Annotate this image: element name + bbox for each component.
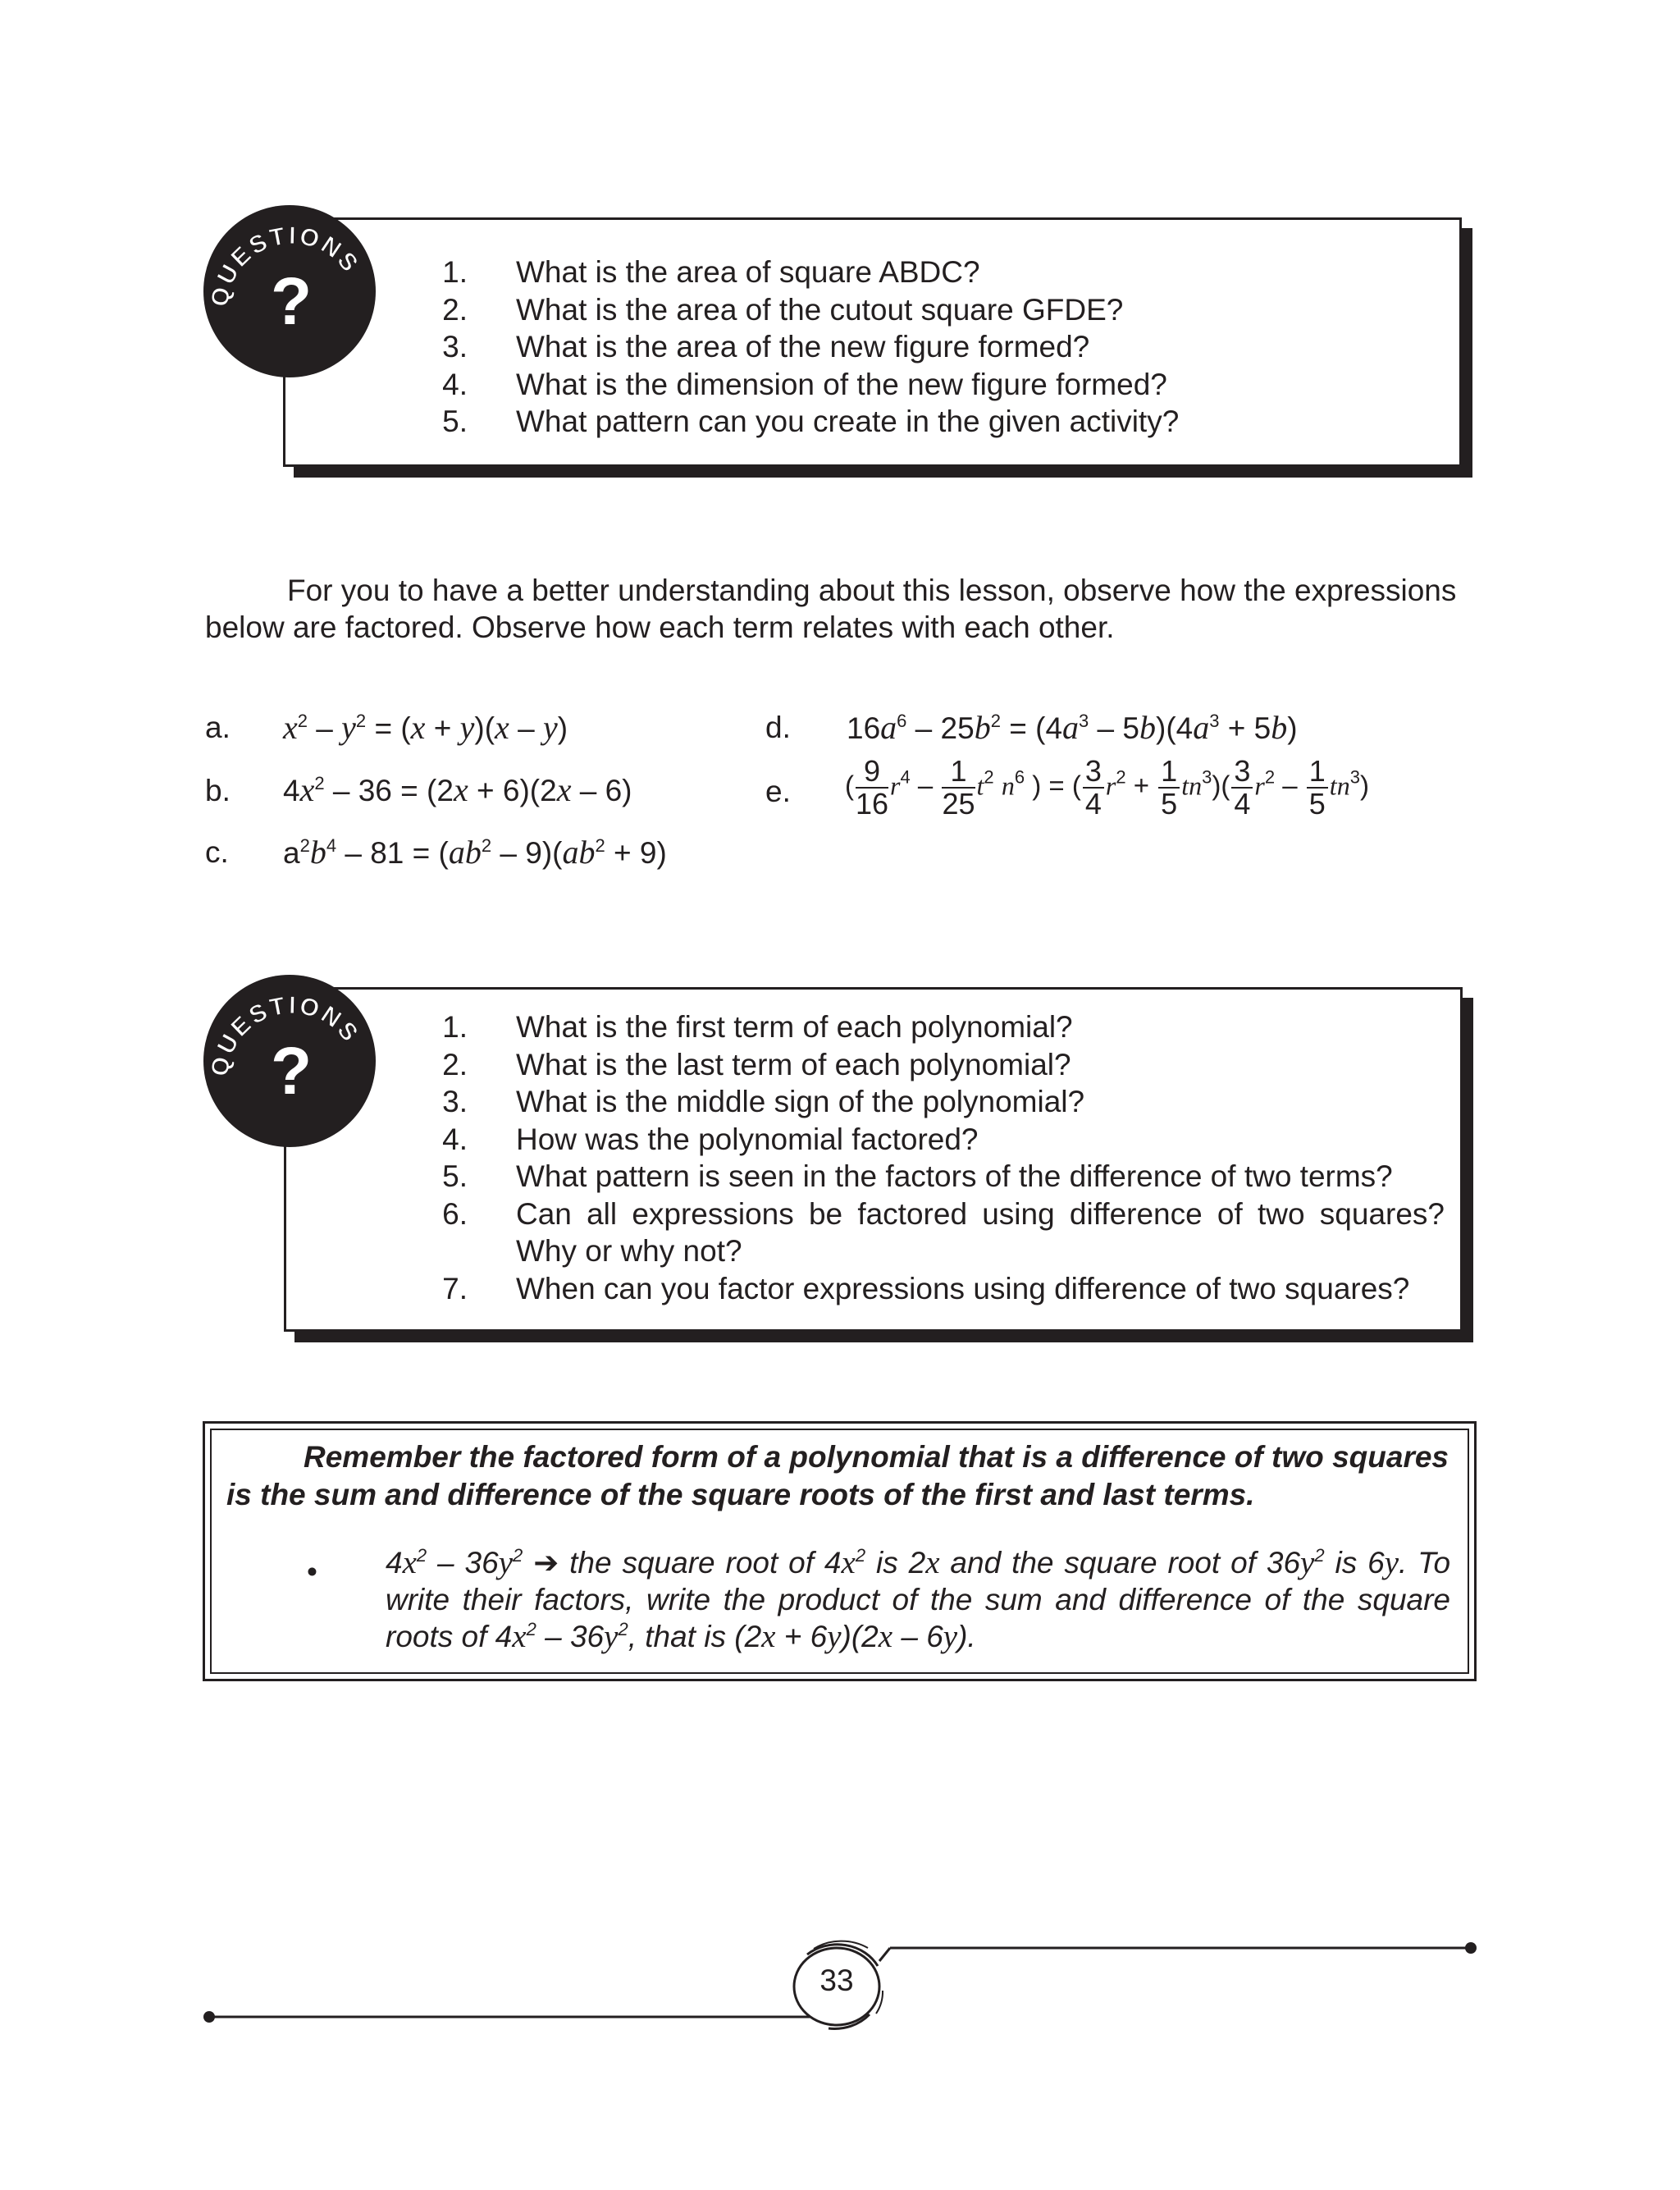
example-d: $16a^6 - 25b^2 = (4a^3 - 5b)(4a^3 + 5b)$ — [847, 709, 1298, 746]
badge-label: QUESTIONS — [206, 991, 365, 1079]
badge-label: QUESTIONS — [206, 222, 365, 309]
questions-badge-1 — [199, 201, 380, 382]
example-label-a: a. — [205, 711, 231, 744]
question-mark-icon: ? — [270, 1034, 313, 1109]
example-label-e: e. — [765, 775, 791, 808]
intro-paragraph: For you to have a better understanding about this lesson, observe how the expressions below are factored. Observe how each term relates with each other. — [205, 574, 1457, 644]
example-e: ( $\frac{9}{16}$ $r^4$ – $\frac{1}{25}$ $t^2$ $n^6$ ) = ( $\frac{3}{4}$ $r^2$ + $\frac{1}{5}$ $tn^3$)( $\frac{3}{4}$ $r^2$ – $\frac{1}{5}$ $tn^3$) — [845, 754, 1369, 821]
remember-example: $4x^2 - 36y^2$ ➔ the square root of $4x^2$ is 2x and the square root of $36y^2$ is 6y. To write their factors, write the product of the sum and difference of the square roots of $4x^2 - 36y^2$, that is (2x + 6y)(2x – 6y). — [386, 1545, 1451, 1654]
example-b: $4x^2 - 36 = (2x + 6)(2x - 6)$ — [283, 771, 632, 808]
questions-badge-2 — [199, 971, 380, 1151]
example-label-b: b. — [205, 774, 231, 807]
remember-box — [203, 1421, 1477, 1681]
example-c: $a^2b^4 - 81 = (ab^2 - 9)(ab^2 + 9)$ — [283, 834, 667, 871]
question-mark-icon: ? — [270, 264, 313, 339]
bullet-icon: • — [307, 1555, 317, 1589]
example-a: $x^2 - y^2 = (x + y)(x - y)$ — [283, 709, 568, 746]
example-label-c: c. — [205, 835, 229, 869]
remember-heading: Remember the factored form of a polynomial that is a difference of two squares is the sum and difference of the square roots of the first and last terms. — [226, 1440, 1449, 1511]
page-number: 33 — [819, 1964, 854, 1997]
example-label-d: d. — [765, 711, 791, 744]
